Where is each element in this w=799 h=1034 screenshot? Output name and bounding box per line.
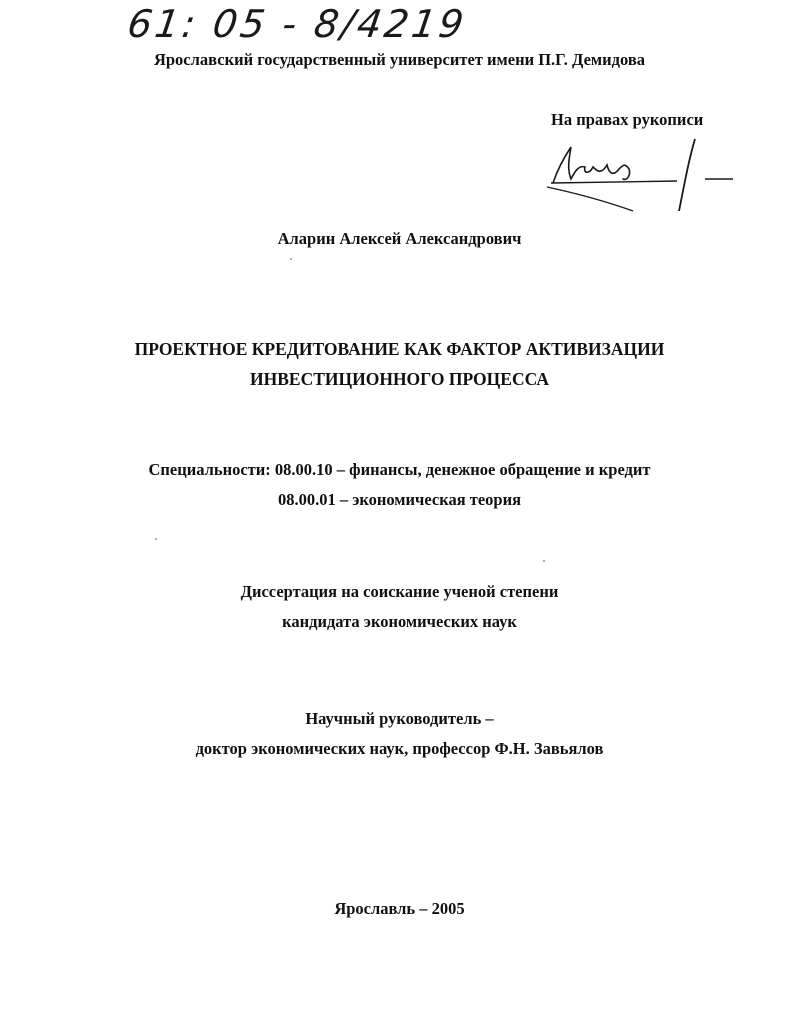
dissertation-line-2: кандидата экономических наук xyxy=(282,612,517,631)
scan-speck xyxy=(543,560,545,562)
advisor-line-2: доктор экономических наук, профессор Ф.Н. Завьялов xyxy=(195,739,604,758)
specialties-line-1: Специальности: 08.00.10 – финансы, денежное обращение и кредит xyxy=(148,460,651,479)
author-name: Аларин Алексей Александрович xyxy=(277,229,522,248)
handwritten-catalog-code: 61: 05 - 8/4219 xyxy=(124,2,470,46)
city-year: Ярославль – 2005 xyxy=(334,899,465,918)
scan-speck xyxy=(290,258,292,260)
scan-speck xyxy=(155,538,157,540)
signature-icon xyxy=(545,135,735,215)
university-name: Ярославский государственный университет имени П.Г. Демидова xyxy=(153,50,646,69)
specialties-line-2: 08.00.01 – экономическая теория xyxy=(277,490,522,509)
manuscript-rights-label: На правах рукописи xyxy=(551,110,704,129)
thesis-title-line-2: ИНВЕСТИЦИОННОГО ПРОЦЕССА xyxy=(250,369,549,389)
advisor-line-1: Научный руководитель – xyxy=(305,709,494,728)
thesis-title-line-1: ПРОЕКТНОЕ КРЕДИТОВАНИЕ КАК ФАКТОР АКТИВИЗАЦИИ xyxy=(134,339,665,359)
dissertation-line-1: Диссертация на соискание ученой степени xyxy=(240,582,559,601)
